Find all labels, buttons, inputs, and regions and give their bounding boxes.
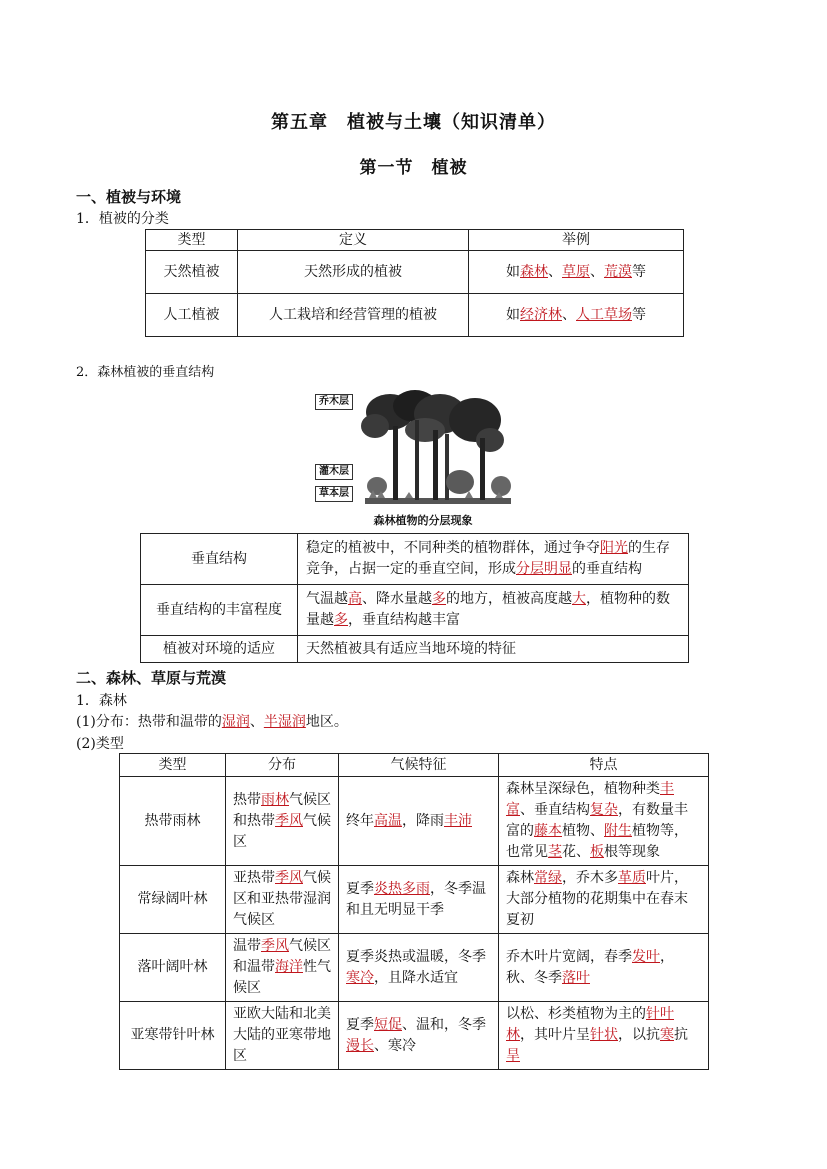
distribution-cell: 热带雨林气候区和热带季风气候区 <box>226 777 339 866</box>
distribution-cell: 温带季风气候区和温带海洋性气候区 <box>226 934 339 1002</box>
page-title: 第五章 植被与土壤（知识清单） <box>271 112 556 133</box>
distribution-cell: 亚热带季风气候区和亚热带湿润气候区 <box>226 866 339 934</box>
heading-forest-grassland-desert: 二、森林、草原与荒漠 <box>76 669 227 687</box>
table-row <box>146 251 684 294</box>
forest-types-label: (2)类型 <box>76 736 124 752</box>
item-forest-vertical-structure: 2．森林植被的垂直结构 <box>76 365 215 380</box>
table-row <box>146 294 684 337</box>
table-row <box>120 934 709 1002</box>
header-type: 类型 <box>120 754 226 777</box>
row-label: 垂直结构的丰富程度 <box>141 585 298 636</box>
forest-type-cell: 常绿阔叶林 <box>120 866 226 934</box>
example-cell: 如森林、草原、荒漠等 <box>469 251 684 294</box>
row-content: 气温越高、降水量越多的地方，植被高度越大，植物种的数量越多，垂直结构越丰富 <box>298 585 689 636</box>
features-cell: 乔木叶片宽阔，春季发叶，秋、冬季落叶 <box>499 934 709 1002</box>
definition-cell: 人工栽培和经营管理的植被 <box>238 294 469 337</box>
forest-types-table <box>119 753 709 1070</box>
climate-cell: 终年高温，降雨丰沛 <box>339 777 499 866</box>
header-type: 类型 <box>146 230 238 251</box>
table-row <box>141 636 689 663</box>
features-cell: 森林常绿，乔木多革质叶片，大部分植物的花期集中在春末夏初 <box>499 866 709 934</box>
classification-table <box>145 229 684 337</box>
climate-cell: 夏季炎热多雨，冬季温和且无明显干季 <box>339 866 499 934</box>
row-content: 天然植被具有适应当地环境的特征 <box>298 636 689 663</box>
label-tree-layer: 乔木层 <box>315 394 353 410</box>
table-row <box>141 585 689 636</box>
header-definition: 定义 <box>238 230 469 251</box>
item-vegetation-classification: 1．植被的分类 <box>76 211 169 227</box>
vertical-structure-table <box>140 533 689 663</box>
row-label: 垂直结构 <box>141 534 298 585</box>
header-distribution: 分布 <box>226 754 339 777</box>
type-cell: 人工植被 <box>146 294 238 337</box>
row-content: 稳定的植被中，不同种类的植物群体，通过争夺阳光的生存竞争，占据一定的垂直空间，形成分层明显的垂直结构 <box>298 534 689 585</box>
section-title: 第一节 植被 <box>359 158 468 178</box>
climate-cell: 夏季炎热或温暖，冬季寒冷，且降水适宜 <box>339 934 499 1002</box>
item-forest: 1．森林 <box>76 693 127 709</box>
label-herb-layer: 草本层 <box>315 486 353 502</box>
forest-layers-figure <box>315 390 515 512</box>
figure-caption: 森林植物的分层现象 <box>373 514 473 527</box>
forest-distribution: (1)分布：热带和温带的湿润、半湿润地区。 <box>76 714 348 730</box>
climate-cell: 夏季短促、温和，冬季漫长、寒冷 <box>339 1002 499 1070</box>
distribution-cell: 亚欧大陆和北美大陆的亚寒带地区 <box>226 1002 339 1070</box>
type-cell: 天然植被 <box>146 251 238 294</box>
definition-cell: 天然形成的植被 <box>238 251 469 294</box>
example-cell: 如经济林、人工草场等 <box>469 294 684 337</box>
features-cell: 以松、杉类植物为主的针叶林，其叶片呈针状，以抗寒抗旱 <box>499 1002 709 1070</box>
header-features: 特点 <box>499 754 709 777</box>
row-label: 植被对环境的适应 <box>141 636 298 663</box>
forest-type-cell: 亚寒带针叶林 <box>120 1002 226 1070</box>
forest-type-cell: 落叶阔叶林 <box>120 934 226 1002</box>
table-row <box>120 1002 709 1070</box>
table-row <box>120 777 709 866</box>
table-row <box>141 534 689 585</box>
features-cell: 森林呈深绿色，植物种类丰富、垂直结构复杂，有数量丰富的藤本植物、附生植物等，也常见茎花、板根等现象 <box>499 777 709 866</box>
header-climate: 气候特征 <box>339 754 499 777</box>
header-example: 举例 <box>469 230 684 251</box>
label-shrub-layer: 灌木层 <box>315 464 353 480</box>
heading-vegetation-environment: 一、植被与环境 <box>76 188 182 206</box>
table-row <box>120 866 709 934</box>
forest-type-cell: 热带雨林 <box>120 777 226 866</box>
